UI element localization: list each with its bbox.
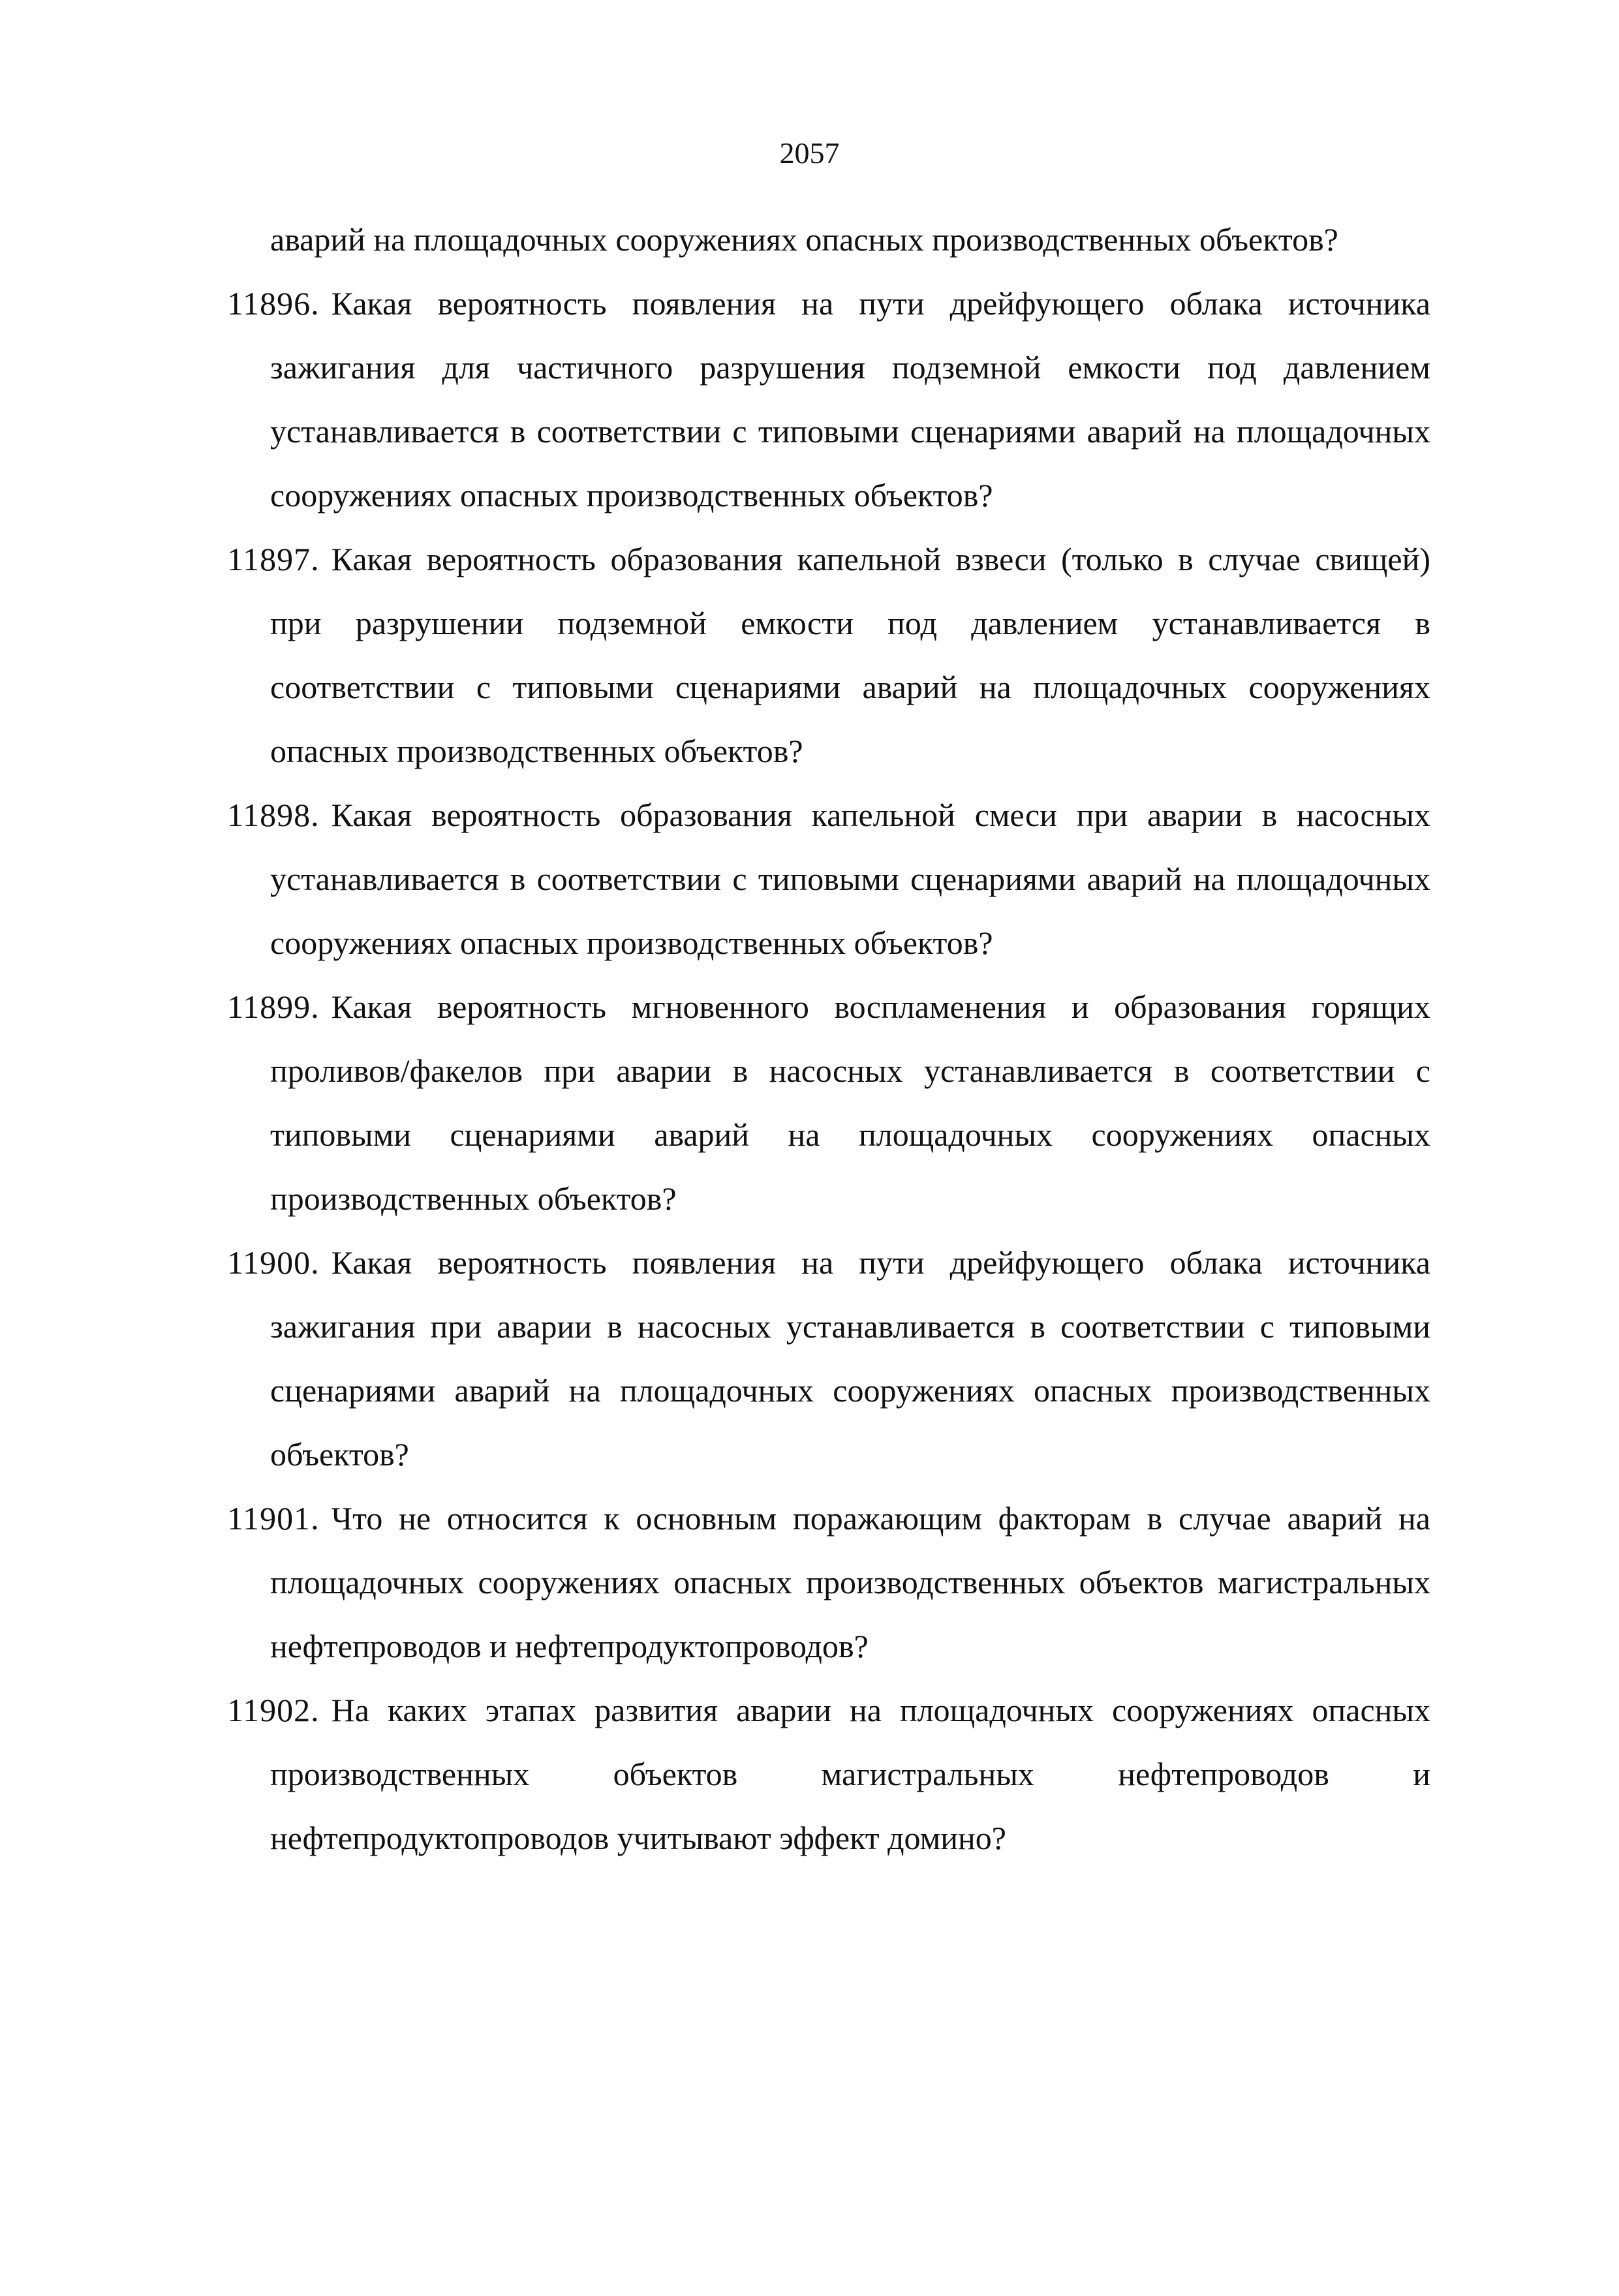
question-number: 11898. (227, 797, 320, 833)
question-item (227, 783, 1430, 975)
question-number: 11896. (227, 285, 320, 322)
question-text: Какая вероятность появления на пути дрейфующего облака источника зажигания при аварии в насосных устанавливается в соответствии с типовыми сценариями аварий на площадочных сооружениях опасных производственных объектов? (270, 1244, 1430, 1473)
question-item (227, 1678, 1430, 1870)
question-item (227, 271, 1430, 527)
page-number: 2057 (779, 136, 840, 170)
question-item (227, 527, 1430, 783)
continuation-text: аварий на площадочных сооружениях опасных производственных объектов? (270, 221, 1338, 258)
question-item (227, 975, 1430, 1231)
question-text: Что не относится к основным поражающим факторам в случае аварий на площадочных сооружениях опасных производственных объектов магистральных нефтепроводов и нефтепродуктопроводов? (270, 1500, 1430, 1664)
question-number: 11900. (227, 1244, 320, 1281)
document-body (227, 207, 1430, 1870)
question-text: Какая вероятность образования капельной смеси при аварии в насосных устанавливается в соответствии с типовыми сценариями аварий на площадочных сооружениях опасных производственных объектов? (270, 797, 1430, 961)
question-number: 11897. (227, 541, 320, 577)
question-item (227, 1486, 1430, 1678)
question-text: На каких этапах развития аварии на площадочных сооружениях опасных производственных объектов магистральных нефтепроводов и нефтепродуктопроводов учитывают эффект домино? (270, 1692, 1430, 1856)
question-text: Какая вероятность мгновенного воспламенения и образования горящих проливов/факелов при аварии в насосных устанавливается в соответствии с типовыми сценариями аварий на площадочных сооружениях опасных производственных объектов? (270, 988, 1430, 1217)
question-number: 11901. (227, 1500, 320, 1537)
question-number: 11902. (227, 1692, 320, 1728)
question-item (227, 1231, 1430, 1486)
question-number: 11899. (227, 988, 320, 1025)
question-text: Какая вероятность образования капельной взвеси (только в случае свищей) при разрушении подземной емкости под давлением устанавливается в соответствии с типовыми сценариями аварий на площадочных сооружениях опасных производственных объектов? (270, 541, 1430, 769)
question-text: Какая вероятность появления на пути дрейфующего облака источника зажигания для частичного разрушения подземной емкости под давлением устанавливается в соответствии с типовыми сценариями аварий на площадочных сооружениях опасных производственных объектов? (270, 285, 1430, 513)
